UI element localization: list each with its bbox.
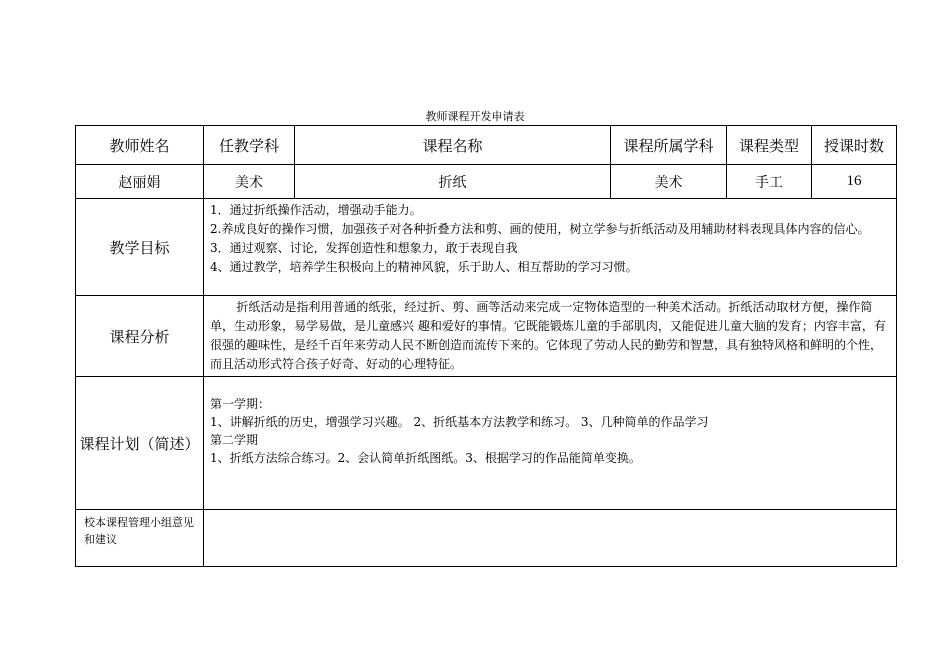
course-name-value: 折纸 <box>295 165 611 199</box>
review-row <box>76 510 897 567</box>
term1-text: 1、讲解折纸的历史，增强学习兴趣。 2、折纸基本方法教学和练习。 3、几种简单的作品学习 <box>210 415 709 429</box>
application-form-table <box>75 125 897 567</box>
plan-row <box>76 377 897 510</box>
review-field[interactable] <box>204 510 897 567</box>
hours-value: 16 <box>812 165 897 199</box>
header-teacher-name: 教师姓名 <box>76 126 204 165</box>
analysis-row <box>76 296 897 377</box>
header-course-subject: 课程所属学科 <box>611 126 727 165</box>
header-course-type: 课程类型 <box>727 126 812 165</box>
goals-label: 教学目标 <box>76 199 204 296</box>
goal-item: 2.养成良好的操作习惯，加强孩子对各种折叠方法和剪、画的使用，树立学参与折纸活动及用辅助材料表现具体内容的信心。 <box>210 222 870 236</box>
term2-text: 1、折纸方法综合练习。2、会认简单折纸图纸。3、根据学习的作品能简单变换。 <box>210 451 641 465</box>
info-row <box>76 165 897 199</box>
analysis-text: 折纸活动是指利用普通的纸张，经过折、剪、画等活动来完成一定物体造型的一种美术活动。折纸活动取材方便，操作简单，生动形象，易学易做，是儿童感兴 趣和爱好的事情。它既能锻炼儿童的手部肌肉，又能促进儿童大脑的发育；内容丰富，有很强的趣味性，是经千百年来劳动人民不断创造而流传下来的。它体现了劳动人民的勤劳和智慧，具有独特风格和鲜明的个性，而且活动形式符合孩子好奇、好动的心理特征。 <box>210 300 886 371</box>
goals-content <box>204 199 897 296</box>
header-course-name: 课程名称 <box>295 126 611 165</box>
plan-label: 课程计划（简述） <box>76 377 204 510</box>
header-row <box>76 126 897 165</box>
analysis-content <box>204 296 897 377</box>
analysis-label: 课程分析 <box>76 296 204 377</box>
teacher-name-value: 赵丽娟 <box>76 165 204 199</box>
header-subject: 任教学科 <box>204 126 295 165</box>
course-subject-value: 美术 <box>611 165 727 199</box>
goal-item: 1．通过折纸操作活动，增强动手能力。 <box>210 203 422 217</box>
review-label: 校本课程管理小组意见和建议 <box>76 510 204 567</box>
goals-row <box>76 199 897 296</box>
term1-title: 第一学期： <box>210 397 271 411</box>
header-hours: 授课时数 <box>812 126 897 165</box>
plan-content <box>204 377 897 510</box>
term2-title: 第二学期 <box>210 433 259 447</box>
goal-item: 3．通过观察、讨论，发挥创造性和想象力，敢于表现自我 <box>210 241 518 255</box>
course-type-value: 手工 <box>727 165 812 199</box>
document-title: 教师课程开发申请表 <box>425 110 525 123</box>
goal-item: 4、通过教学，培养学生积极向上的精神风貌，乐于助人、相互帮助的学习习惯。 <box>210 260 638 274</box>
subject-value: 美术 <box>204 165 295 199</box>
